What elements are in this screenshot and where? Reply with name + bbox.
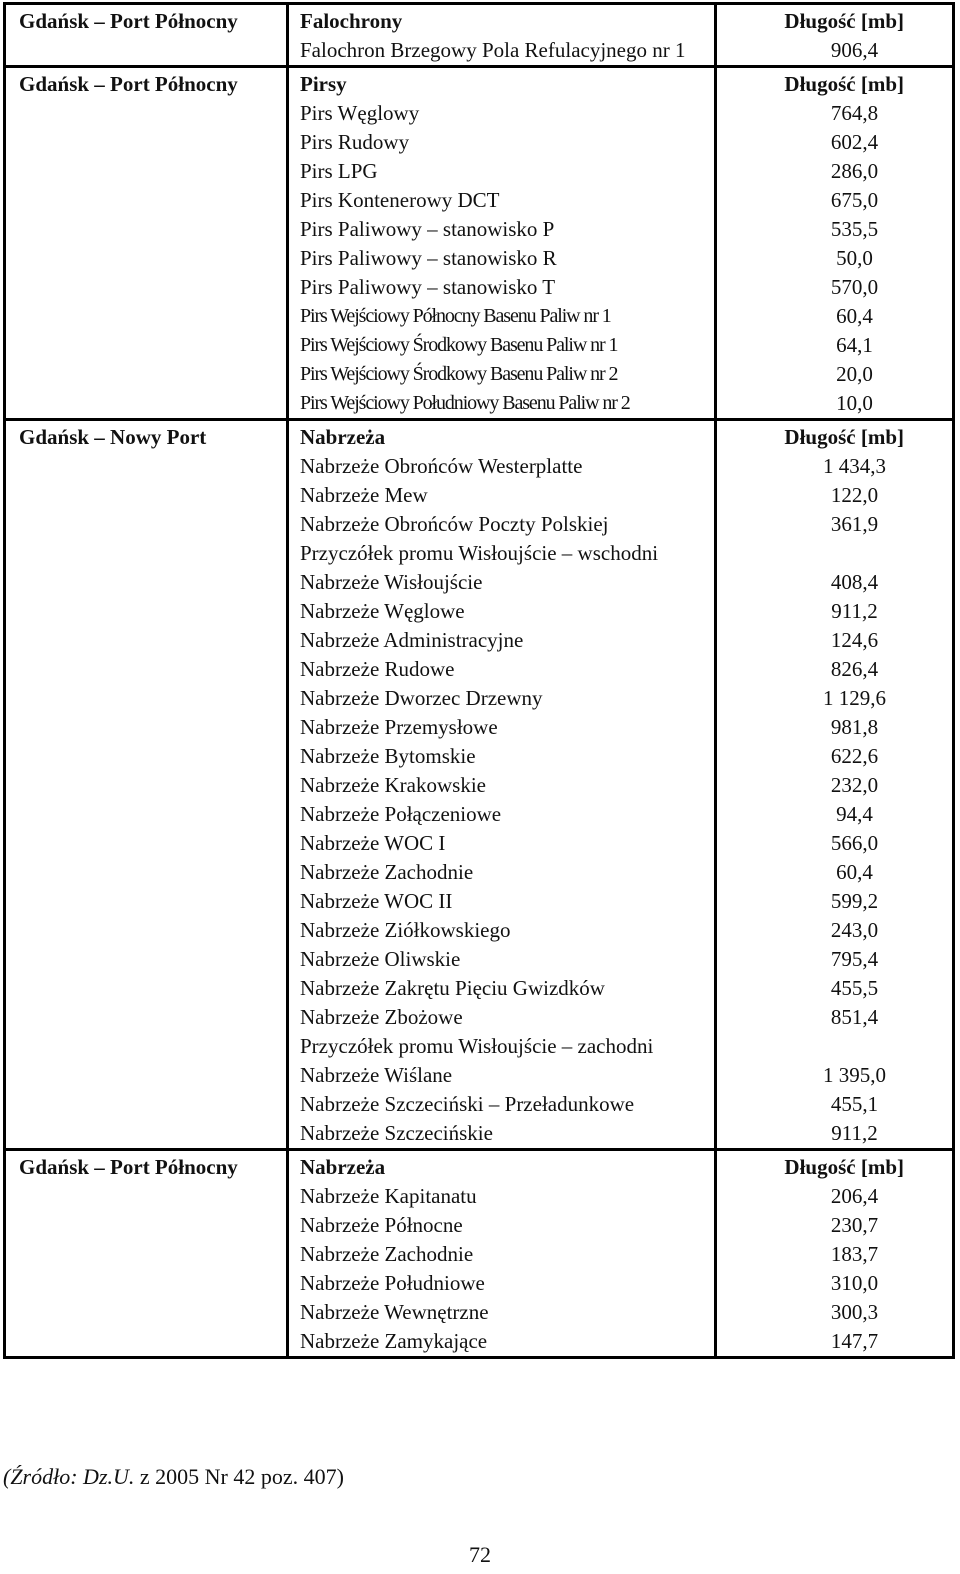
length-value: 361,9 [716, 510, 954, 539]
region-cell-empty [5, 99, 288, 128]
table-row [5, 244, 954, 273]
region-cell-empty [5, 1298, 288, 1327]
length-value: 60,4 [716, 858, 954, 887]
region-cell-empty [5, 597, 288, 626]
region-cell-empty [5, 974, 288, 1003]
length-value: 599,2 [716, 887, 954, 916]
section-unit-header: Długość [mb] [716, 4, 954, 37]
structure-name: Pirs Wejściowy Środkowy Basenu Paliw nr 1 [288, 331, 716, 360]
region-cell-empty [5, 945, 288, 974]
length-value: 764,8 [716, 99, 954, 128]
table-row [5, 331, 954, 360]
length-value: 911,2 [716, 597, 954, 626]
structure-name: Przyczółek promu Wisłoujście – wschodni [288, 539, 716, 568]
table-row [5, 128, 954, 157]
structure-name: Nabrzeże Obrońców Poczty Polskiej [288, 510, 716, 539]
length-value: 232,0 [716, 771, 954, 800]
table-row [5, 1061, 954, 1090]
section-category: Falochrony [288, 4, 716, 37]
length-value: 911,2 [716, 1119, 954, 1150]
section-unit-header: Długość [mb] [716, 67, 954, 100]
length-value: 206,4 [716, 1182, 954, 1211]
length-value: 183,7 [716, 1240, 954, 1269]
length-value: 124,6 [716, 626, 954, 655]
region-cell-empty [5, 887, 288, 916]
region-cell-empty [5, 1240, 288, 1269]
table-row [5, 1298, 954, 1327]
structure-name: Pirs Wejściowy Środkowy Basenu Paliw nr 2 [288, 360, 716, 389]
region-cell-empty [5, 829, 288, 858]
section-region: Gdańsk – Port Północny [5, 1150, 288, 1183]
region-cell-empty [5, 858, 288, 887]
table-row [5, 360, 954, 389]
table-row [5, 186, 954, 215]
table-row [5, 1119, 954, 1150]
region-cell-empty [5, 800, 288, 829]
length-value [716, 539, 954, 568]
length-value: 981,8 [716, 713, 954, 742]
length-value: 566,0 [716, 829, 954, 858]
table-row [5, 1327, 954, 1358]
structure-name: Pirs Paliwowy – stanowisko P [288, 215, 716, 244]
region-cell-empty [5, 1327, 288, 1358]
region-cell-empty [5, 36, 288, 67]
region-cell-empty [5, 452, 288, 481]
length-value: 535,5 [716, 215, 954, 244]
table-row [5, 858, 954, 887]
structure-name: Pirs Rudowy [288, 128, 716, 157]
length-value: 50,0 [716, 244, 954, 273]
region-cell-empty [5, 626, 288, 655]
length-value: 408,4 [716, 568, 954, 597]
length-value: 122,0 [716, 481, 954, 510]
structure-name: Nabrzeże Administracyjne [288, 626, 716, 655]
length-value: 1 395,0 [716, 1061, 954, 1090]
table-row [5, 510, 954, 539]
structure-name: Nabrzeże Przemysłowe [288, 713, 716, 742]
length-value: 1 434,3 [716, 452, 954, 481]
table-row [5, 1032, 954, 1061]
table-row [5, 800, 954, 829]
structure-name: Nabrzeże Zachodnie [288, 858, 716, 887]
region-cell-empty [5, 510, 288, 539]
region-cell-empty [5, 1182, 288, 1211]
structure-name: Pirs Paliwowy – stanowisko R [288, 244, 716, 273]
structure-name: Nabrzeże Oliwskie [288, 945, 716, 974]
structure-name: Pirs Węglowy [288, 99, 716, 128]
structure-name: Pirs Paliwowy – stanowisko T [288, 273, 716, 302]
length-value: 64,1 [716, 331, 954, 360]
table-row [5, 684, 954, 713]
structure-name: Nabrzeże WOC I [288, 829, 716, 858]
table-row [5, 1240, 954, 1269]
region-cell-empty [5, 481, 288, 510]
length-value: 94,4 [716, 800, 954, 829]
section-region: Gdańsk – Port Północny [19, 9, 238, 33]
structure-name: Pirs Wejściowy Południowy Basenu Paliw nr 2 [288, 389, 716, 420]
region-cell-empty [5, 215, 288, 244]
table-row [5, 568, 954, 597]
region-cell-empty [5, 128, 288, 157]
length-value: 826,4 [716, 655, 954, 684]
length-value: 602,4 [716, 128, 954, 157]
section-category: Pirsy [288, 67, 716, 100]
section-region: Gdańsk – Port Północny [5, 67, 288, 100]
table-row [5, 1090, 954, 1119]
length-value: 147,7 [716, 1327, 954, 1358]
region-cell-empty [5, 684, 288, 713]
table-body [5, 4, 954, 1358]
region-cell-empty [5, 1003, 288, 1032]
section-header-row [5, 1150, 954, 1183]
structure-name: Nabrzeże Kapitanatu [288, 1182, 716, 1211]
table-row [5, 742, 954, 771]
section-header-row [5, 4, 954, 37]
structure-name: Nabrzeże Bytomskie [288, 742, 716, 771]
length-value: 20,0 [716, 360, 954, 389]
table-row [5, 655, 954, 684]
structure-name: Nabrzeże Zamykające [288, 1327, 716, 1358]
table-row [5, 1211, 954, 1240]
source-note [3, 1463, 344, 1491]
length-value: 10,0 [716, 389, 954, 420]
page-number: 72 [469, 1542, 491, 1567]
region-cell-empty [5, 1032, 288, 1061]
table-row [5, 945, 954, 974]
source-prefix: (Źródło: Dz.U. [3, 1464, 135, 1489]
length-value: 906,4 [716, 36, 954, 67]
region-cell-empty [5, 1061, 288, 1090]
table-row [5, 1182, 954, 1211]
source-rest: z 2005 Nr 42 poz. 407) [134, 1464, 344, 1489]
region-cell-empty [5, 771, 288, 800]
region-cell-empty [5, 568, 288, 597]
structure-name: Nabrzeże Połączeniowe [288, 800, 716, 829]
region-cell-empty [5, 389, 288, 420]
region-cell-empty [5, 360, 288, 389]
region-cell-empty [5, 273, 288, 302]
region-cell-empty [5, 1269, 288, 1298]
table-row [5, 302, 954, 331]
region-cell-empty [5, 1119, 288, 1150]
structure-name: Pirs LPG [288, 157, 716, 186]
region-cell-empty [5, 742, 288, 771]
structure-name: Nabrzeże Zachodnie [288, 1240, 716, 1269]
table-row [5, 916, 954, 945]
section-unit-header: Długość [mb] [716, 1150, 954, 1183]
table-row [5, 36, 954, 67]
table-row [5, 626, 954, 655]
region-cell-empty [5, 331, 288, 360]
structure-name: Nabrzeże Szczecińskie [288, 1119, 716, 1150]
section-header-row [5, 67, 954, 100]
structure-name: Nabrzeże Mew [288, 481, 716, 510]
length-value: 230,7 [716, 1211, 954, 1240]
structure-name: Nabrzeże Rudowe [288, 655, 716, 684]
region-cell-empty [5, 916, 288, 945]
region-cell-empty [5, 655, 288, 684]
table-row [5, 99, 954, 128]
region-cell-empty [5, 539, 288, 568]
structure-name: Nabrzeże Zakrętu Pięciu Gwizdków [288, 974, 716, 1003]
table-row [5, 389, 954, 420]
table-row [5, 273, 954, 302]
structure-name: Nabrzeże Dworzec Drzewny [288, 684, 716, 713]
structure-name: Nabrzeże Szczeciński – Przeładunkowe [288, 1090, 716, 1119]
length-value: 851,4 [716, 1003, 954, 1032]
table-row [5, 157, 954, 186]
structure-name: Nabrzeże Ziółkowskiego [288, 916, 716, 945]
section-category: Nabrzeża [288, 1150, 716, 1183]
structure-name: Falochron Brzegowy Pola Refulacyjnego nr 1 [288, 36, 716, 67]
structure-name: Nabrzeże Południowe [288, 1269, 716, 1298]
section-header-row [5, 420, 954, 453]
length-value: 455,1 [716, 1090, 954, 1119]
structure-name: Nabrzeże Wewnętrzne [288, 1298, 716, 1327]
table-row [5, 713, 954, 742]
length-value: 243,0 [716, 916, 954, 945]
region-cell-empty [5, 244, 288, 273]
length-value: 622,6 [716, 742, 954, 771]
region-cell-empty [5, 157, 288, 186]
section-unit-header: Długość [mb] [716, 420, 954, 453]
port-infrastructure-table [3, 2, 955, 1359]
table-row [5, 1003, 954, 1032]
structure-name: Nabrzeże Krakowskie [288, 771, 716, 800]
length-value: 310,0 [716, 1269, 954, 1298]
region-cell-empty [5, 186, 288, 215]
structure-name: Nabrzeże Obrońców Westerplatte [288, 452, 716, 481]
table-row [5, 597, 954, 626]
region-cell-empty [5, 713, 288, 742]
length-value: 60,4 [716, 302, 954, 331]
length-value: 795,4 [716, 945, 954, 974]
table-row [5, 481, 954, 510]
region-cell-empty [5, 1211, 288, 1240]
structure-name: Nabrzeże Wiślane [288, 1061, 716, 1090]
length-value: 286,0 [716, 157, 954, 186]
structure-name: Pirs Kontenerowy DCT [288, 186, 716, 215]
length-value: 675,0 [716, 186, 954, 215]
structure-name: Nabrzeże Zbożowe [288, 1003, 716, 1032]
length-value: 455,5 [716, 974, 954, 1003]
length-value [716, 1032, 954, 1061]
region-cell-empty [5, 302, 288, 331]
structure-name: Pirs Wejściowy Północny Basenu Paliw nr 1 [288, 302, 716, 331]
section-category: Nabrzeża [288, 420, 716, 453]
table-row [5, 974, 954, 1003]
length-value: 1 129,6 [716, 684, 954, 713]
table-row [5, 887, 954, 916]
table-row [5, 215, 954, 244]
length-value: 300,3 [716, 1298, 954, 1327]
table-row [5, 1269, 954, 1298]
table-row [5, 539, 954, 568]
structure-name: Przyczółek promu Wisłoujście – zachodni [288, 1032, 716, 1061]
section-region: Gdańsk – Nowy Port [5, 420, 288, 453]
region-cell-empty [5, 1090, 288, 1119]
table-row [5, 771, 954, 800]
table-row [5, 829, 954, 858]
structure-name: Nabrzeże Węglowe [288, 597, 716, 626]
structure-name: Nabrzeże WOC II [288, 887, 716, 916]
length-value: 570,0 [716, 273, 954, 302]
structure-name: Nabrzeże Północne [288, 1211, 716, 1240]
table-row [5, 452, 954, 481]
structure-name: Nabrzeże Wisłoujście [288, 568, 716, 597]
